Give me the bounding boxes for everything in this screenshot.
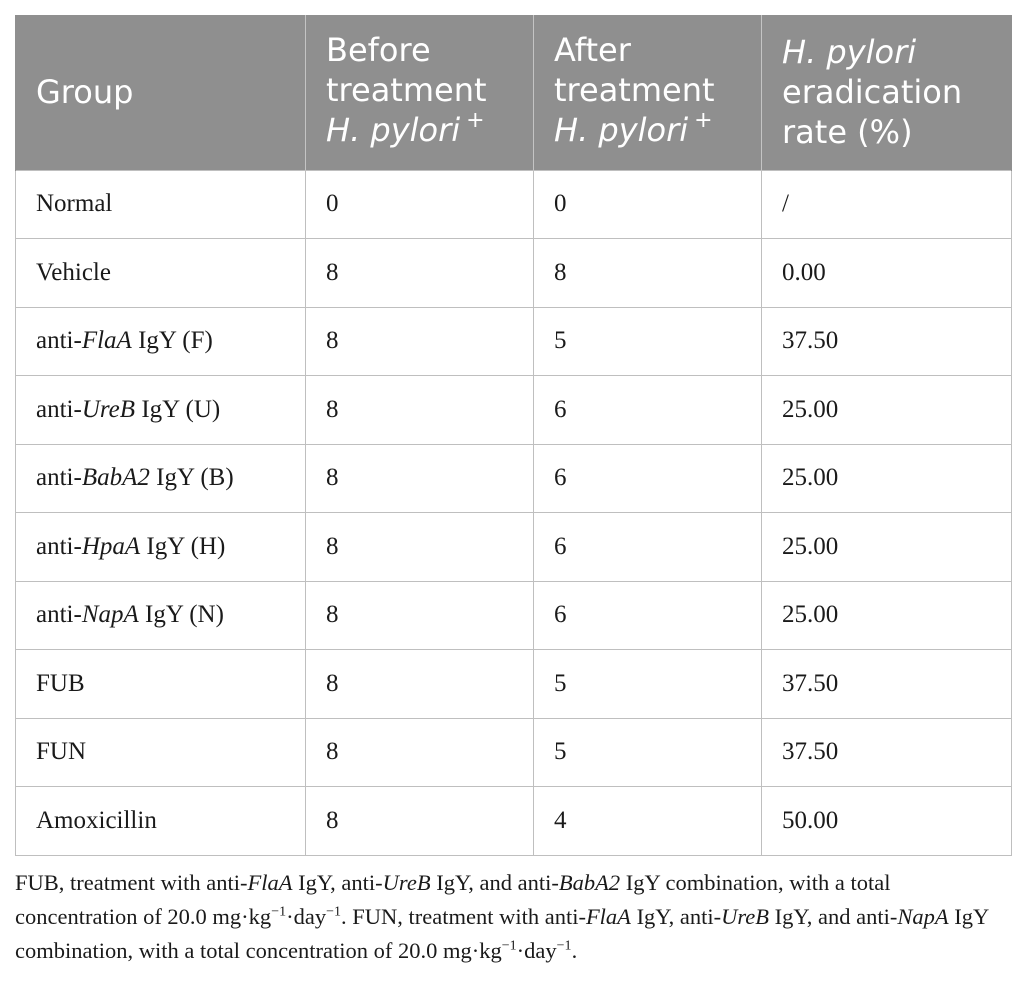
table-row bbox=[16, 787, 1012, 856]
cell-after: 5 bbox=[534, 718, 762, 787]
table-header-row bbox=[16, 15, 1012, 170]
table-row bbox=[16, 307, 1012, 376]
table-row bbox=[16, 581, 1012, 650]
table-row bbox=[16, 444, 1012, 513]
eradication-table bbox=[15, 15, 1012, 856]
header-before-line1: Before bbox=[326, 30, 431, 69]
cell-group: Amoxicillin bbox=[16, 787, 306, 856]
header-before-sup: + bbox=[466, 107, 485, 133]
cell-after: 8 bbox=[534, 239, 762, 308]
cell-after: 6 bbox=[534, 581, 762, 650]
header-eradication-rate bbox=[762, 15, 1012, 170]
cell-rate: 25.00 bbox=[762, 513, 1012, 582]
cell-before: 8 bbox=[306, 444, 534, 513]
header-rate-line3: rate (%) bbox=[782, 113, 913, 152]
cell-after: 6 bbox=[534, 444, 762, 513]
cell-before: 0 bbox=[306, 170, 534, 239]
cell-group: anti-HpaA IgY (H) bbox=[16, 513, 306, 582]
header-after-line2: treatment bbox=[554, 70, 715, 109]
header-group-label: Group bbox=[36, 73, 134, 112]
cell-rate: 37.50 bbox=[762, 307, 1012, 376]
table-footnote: FUB, treatment with anti-FlaA IgY, anti-UreB IgY, and anti-BabA2 IgY combination, with a total concentration of 20.0 $mg\cdot kg^{-1}\cdot day^{-1}$. FUN, treatment with anti-FlaA IgY, anti-UreB IgY, and anti-NapA IgY combination, with a total concentration of 20.0 $mg\cdot kg^{-1}\cdot day^{-1}$. bbox=[15, 870, 989, 963]
cell-before: 8 bbox=[306, 581, 534, 650]
cell-before: 8 bbox=[306, 307, 534, 376]
header-rate-line2: eradication bbox=[782, 73, 963, 112]
cell-group: anti-NapA IgY (N) bbox=[16, 581, 306, 650]
cell-group: anti-UreB IgY (U) bbox=[16, 376, 306, 445]
cell-group: FUB bbox=[16, 650, 306, 719]
cell-before: 8 bbox=[306, 650, 534, 719]
header-after-line3: H. pylori bbox=[554, 110, 689, 149]
cell-after: 6 bbox=[534, 513, 762, 582]
header-after-line1: After bbox=[554, 30, 631, 69]
table-row bbox=[16, 376, 1012, 445]
cell-rate: 37.50 bbox=[762, 718, 1012, 787]
header-after-sup: + bbox=[694, 107, 713, 133]
cell-rate: 37.50 bbox=[762, 650, 1012, 719]
cell-before: 8 bbox=[306, 376, 534, 445]
cell-rate: 25.00 bbox=[762, 581, 1012, 650]
cell-before: 8 bbox=[306, 513, 534, 582]
cell-rate: 25.00 bbox=[762, 376, 1012, 445]
cell-group: Normal bbox=[16, 170, 306, 239]
header-after-treatment bbox=[534, 15, 762, 170]
header-before-line3: H. pylori bbox=[326, 110, 461, 149]
cell-group: FUN bbox=[16, 718, 306, 787]
cell-after: 5 bbox=[534, 650, 762, 719]
cell-after: 5 bbox=[534, 307, 762, 376]
cell-rate: 25.00 bbox=[762, 444, 1012, 513]
table-row bbox=[16, 650, 1012, 719]
cell-rate: 50.00 bbox=[762, 787, 1012, 856]
cell-rate: / bbox=[762, 170, 1012, 239]
cell-group: anti-FlaA IgY (F) bbox=[16, 307, 306, 376]
table-row bbox=[16, 513, 1012, 582]
cell-after: 4 bbox=[534, 787, 762, 856]
cell-group: Vehicle bbox=[16, 239, 306, 308]
header-group bbox=[16, 15, 306, 170]
table-row bbox=[16, 718, 1012, 787]
cell-group: anti-BabA2 IgY (B) bbox=[16, 444, 306, 513]
table-row bbox=[16, 170, 1012, 239]
cell-after: 0 bbox=[534, 170, 762, 239]
header-before-treatment bbox=[306, 15, 534, 170]
cell-before: 8 bbox=[306, 787, 534, 856]
cell-before: 8 bbox=[306, 239, 534, 308]
header-rate-line1: H. pylori bbox=[782, 33, 917, 72]
cell-after: 6 bbox=[534, 376, 762, 445]
cell-before: 8 bbox=[306, 718, 534, 787]
cell-rate: 0.00 bbox=[762, 239, 1012, 308]
table-row bbox=[16, 239, 1012, 308]
header-before-line2: treatment bbox=[326, 70, 487, 109]
results-table-container bbox=[15, 15, 1011, 856]
